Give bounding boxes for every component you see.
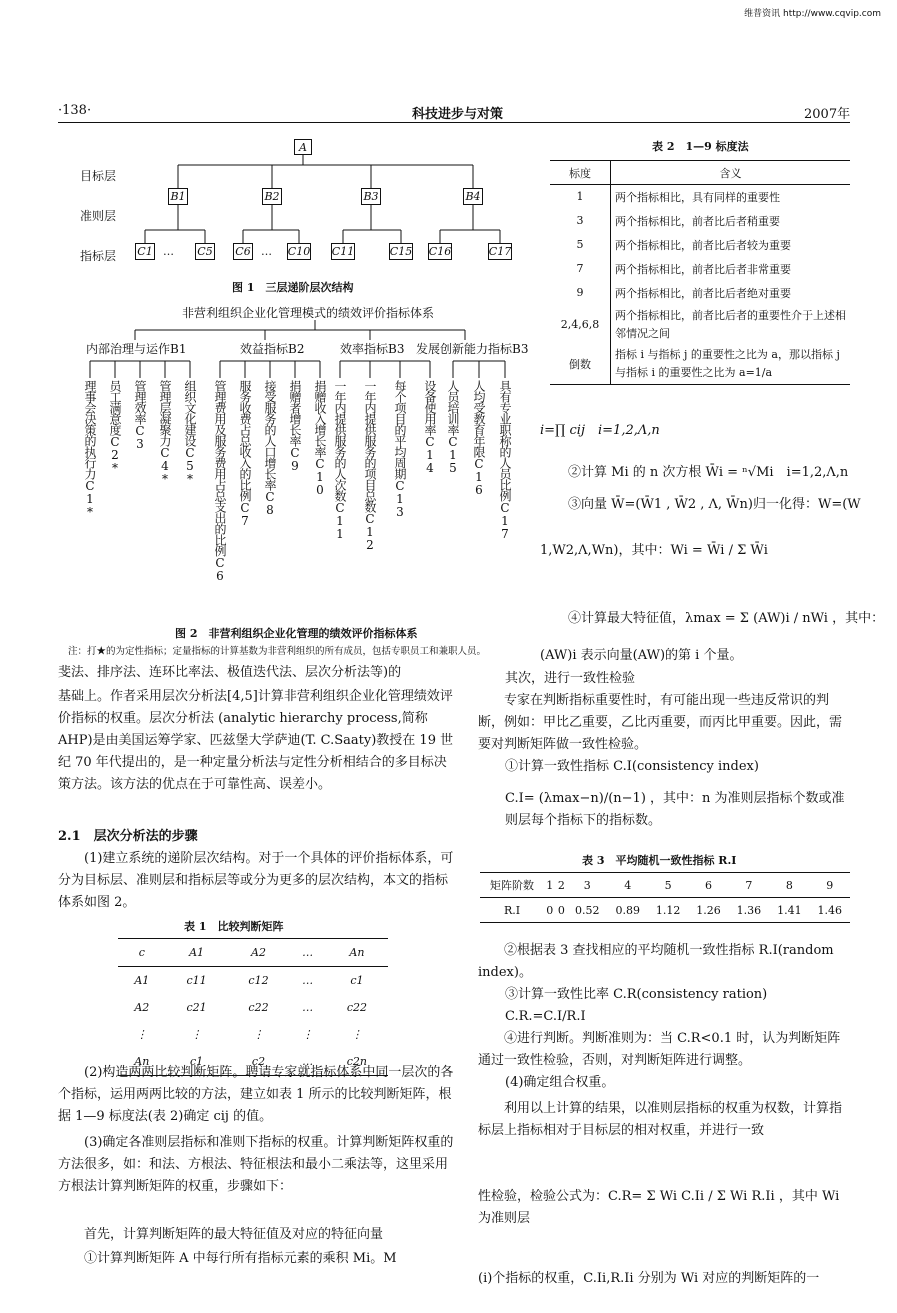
t3-cell: 0.89: [615, 903, 640, 917]
t1-cell: …: [302, 974, 314, 987]
table2-header-meaning: 含义: [719, 166, 742, 180]
t3-cell: 1.26: [696, 903, 721, 917]
t3-cell: 6: [705, 878, 713, 892]
table2-caption: 表 2 1—9 标度法: [652, 140, 749, 153]
node-b2: B2: [262, 188, 282, 205]
node-b3: B3: [361, 188, 381, 205]
t3-cell: 4: [624, 878, 632, 892]
fig2-ind-c17: 具有专业职称的人员比例C17: [498, 380, 512, 540]
t3-cell: R.I: [503, 903, 521, 917]
table2-scale: 倒数: [550, 345, 611, 385]
lc-p4: (2)构造两两比较判断矩阵。聘请专家就指标体系中同一层次的各个指标，运用两两比较的方法，建立如表 1 所示的比较判断矩阵，根据 1—9 标度法(表 2)确定 cij 的值。: [58, 1065, 454, 1124]
table2-meaning: 指标 i 与指标 j 的重要性之比为 a，那以指标 j 与指标 i 的重要性之比为 a=1/a: [615, 348, 840, 380]
table2-meaning: 两个指标相比，前者比后者非常重要: [615, 262, 791, 276]
t1-cell: c2: [251, 1055, 266, 1068]
table2-meaning: 两个指标相比，前者比后者稍重要: [615, 214, 780, 228]
t1-cell: A1: [134, 974, 150, 987]
table2-header-scale: 标度: [550, 161, 611, 185]
t1-cell: ⋮: [191, 1028, 203, 1041]
fig2-ind-c8: 接受服务的人口增长率C8: [263, 380, 277, 516]
fig2-ind-c16: 人均受教育年限C16: [472, 380, 486, 496]
lc-p3: (1)建立系统的递阶层次结构。对于一个具体的评价指标体系，可分为目标层、准则层和指标层等或分为更多的层次结构，本文的指标体系如图 2。: [58, 851, 454, 910]
table2-meaning: 两个指标相比，前者比后者较为重要: [615, 238, 791, 252]
node-c11: C11: [331, 245, 355, 258]
ellipsis-2: …: [261, 245, 272, 258]
fig2-ind-c12: 一年内提供服务的项目总数C12: [363, 380, 377, 551]
t1-cell: c22: [248, 1001, 269, 1014]
rc-p2: 专家在判断指标重要性时，有可能出现一些违反常识的判断，例如：甲比乙重要，乙比丙重要，而丙比甲重要。因此，需要对判断矩阵做一致性检验。: [478, 693, 843, 752]
node-b4: B4: [463, 188, 483, 205]
fig2-ind-c4: 管理层凝聚力C4*: [158, 380, 172, 485]
node-c1: C1: [135, 243, 155, 260]
fig2-ind-c10: 捐赠收入增长率C10: [313, 380, 327, 496]
t1-cell: ⋮: [136, 1028, 148, 1041]
rc-p3: ①计算一致性指标 C.I(consistency index): [505, 759, 759, 774]
fig2-ind-c14: 设备使用率C14: [423, 380, 437, 474]
table-1: [118, 938, 388, 1076]
t1-cell: A1: [189, 946, 205, 959]
table2-scale: 5: [550, 233, 611, 257]
step3b: 1,W2,Λ,Wn)，其中：Wi = W̄i / Σ W̄i: [540, 543, 768, 558]
table2-meaning: 两个指标相比，前者比后者绝对重要: [615, 286, 791, 300]
header-year: 2007年: [804, 107, 851, 122]
lc-p7: ①计算判断矩阵 A 中每行所有指标元素的乘积 Mi。M: [84, 1251, 397, 1266]
t3-cell: 0.52: [575, 903, 600, 917]
lc-p5: (3)确定各准则层指标和准则下指标的权重。计算判断矩阵权重的方法很多，如：和法、方根法、特征根法和最小二乘法等，这里采用方根法计算判断矩阵的权重，步骤如下：: [58, 1135, 454, 1194]
node-c17: C17: [488, 245, 512, 258]
rc-p6: ③计算一致性比率 C.R(consistency ration): [505, 987, 768, 1002]
fig2-ind-c11: 一年内提供服务的人次数C11: [333, 380, 347, 540]
table2-scale: 1: [550, 185, 611, 209]
rc-p11: 性检验，检验公式为：C.R= Σ Wi C.Ii / Σ Wi R.Ii ，其中 Wi 为准则层: [478, 1189, 840, 1226]
t1-cell: c2n: [346, 1055, 368, 1068]
t1-cell: …: [302, 1055, 314, 1068]
node-c16: C16: [428, 245, 452, 258]
fig2-ind-c9: 捐赠者增长率C9: [288, 380, 302, 472]
t3-cell: 1.12: [655, 903, 681, 917]
fig2-ind-c3: 管理效率C3: [133, 380, 147, 450]
table2-scale: 7: [550, 257, 611, 281]
rc-p5: ②根据表 3 查找相应的平均随机一致性指标 R.I(random index)。: [478, 943, 834, 980]
fig2-branch-lines: [75, 356, 545, 381]
header-rule: [58, 122, 850, 123]
t3-cell: 5: [664, 878, 672, 892]
step4b: (AW)i 表示向量(AW)的第 i 个量。: [540, 648, 743, 663]
t1-cell: c: [138, 946, 145, 959]
fig2-ind-c7: 服务收费占总收入的比例C7: [238, 380, 252, 527]
t3-cell: 0: [557, 903, 565, 917]
t1-cell: …: [302, 1001, 314, 1014]
fig2-title: 非营利组织企业化管理模式的绩效评价指标体系: [182, 306, 435, 320]
fig2-criteria-b3: 效率指标B3: [340, 342, 405, 356]
node-b1: B1: [168, 188, 188, 205]
t1-cell: ⋮: [253, 1028, 264, 1041]
table2-meaning: 两个指标相比，具有同样的重要性: [615, 190, 780, 204]
fig2-ind-c2: 员工满意度C2*: [108, 380, 122, 474]
watermark: 维普资讯 http://www.cqvip.com: [744, 9, 881, 19]
rc-p9: (4)确定组合权重。: [505, 1075, 615, 1090]
section-heading-2-1: 2.1 层次分析法的步骤: [58, 829, 198, 844]
t3-cell: 8: [785, 878, 793, 892]
lc-p1: 斐法、排序法、连环比率法、极值迭代法、层次分析法等)的: [58, 665, 402, 680]
journal-title: 科技进步与对策: [412, 107, 504, 122]
t3-cell: 3: [583, 878, 591, 892]
t1-cell: A2: [251, 946, 266, 959]
t3-cell: 1.46: [817, 903, 843, 917]
step3a: ③向量 W̄=(W̄1 , W̄2 , Λ, W̄n)归一化得：W=(W: [568, 497, 861, 512]
rc-p12: (i)个指标的权重，C.Ii,R.Ii 分别为 Wi 对应的判断矩阵的一: [478, 1271, 820, 1286]
table2-meaning: 两个指标相比，前者比后者的重要性介于上述相邻情况之间: [615, 308, 846, 340]
fig2-criteria-b2: 效益指标B2: [240, 342, 305, 356]
step2: ②计算 Mi 的 n 次方根 W̄i = ⁿ√Mi i=1,2,Λ,n: [568, 465, 849, 480]
t1-cell: ⋮: [351, 1028, 363, 1041]
table2-scale: 2,4,6,8: [550, 305, 611, 345]
t1-cell: A2: [134, 1001, 150, 1014]
t3-cell: 9: [826, 878, 834, 892]
t1-cell: c21: [186, 1001, 207, 1014]
step4: ④计算最大特征值，λmax = Σ (AW)i / nWi ，其中：: [568, 611, 885, 626]
table2-scale: 9: [550, 281, 611, 305]
t3-cell: 2: [557, 878, 565, 892]
t3-cell: 矩阵阶数: [490, 879, 534, 892]
lc-p2: 基础上。作者采用层次分析法[4,5]计算非营利组织企业化管理绩效评价指标的权重。层次分析法 (analytic hierarchy process,简称 AHP)是由美国运筹学家、匹兹堡大学萨迪(T. C.Saaty)教授在 19 世纪 70 年代提出的，是一种定量分析法与定性分析相结合的多目标决策方法。该方法的优点在于可靠性高、误差小。: [58, 689, 454, 792]
table3-caption: 表 3 平均随机一致性指标 R.I: [582, 854, 737, 867]
t1-cell: An: [349, 946, 365, 959]
fig2-ind-c15: 人员培训率C15: [446, 380, 460, 474]
node-c10: C10: [287, 245, 311, 258]
label-goal-layer: 目标层: [80, 169, 117, 183]
t3-cell: 1: [546, 878, 554, 892]
figure-1: [75, 135, 525, 295]
t1-cell: …: [302, 946, 314, 959]
rc-p8: ④进行判断。判断准则为：当 C.R<0.1 时，认为判断矩阵通过一致性检验，否则，对判断矩阵进行调整。: [478, 1031, 841, 1068]
fig2-criteria-b1: 内部治理与运作B1: [86, 342, 187, 356]
t1-cell: c1: [350, 974, 364, 987]
lc-p6: 首先，计算判断矩阵的最大特征值及对应的特征向量: [84, 1227, 384, 1242]
t1-cell: An: [134, 1055, 150, 1068]
label-indicator-layer: 指标层: [80, 249, 117, 263]
t3-cell: 1.41: [777, 903, 802, 917]
table1-caption: 表 1 比较判断矩阵: [184, 920, 284, 933]
node-a: A: [294, 139, 312, 155]
table-2: [550, 160, 850, 385]
t3-cell: 7: [745, 878, 753, 892]
node-c6: C6: [233, 243, 253, 260]
t3-cell: 1.36: [736, 903, 762, 917]
fig2-ind-c1: 理事会决策的执行力C1*: [83, 380, 97, 518]
formula-m: i=∏ cij i=1,2,Λ,n: [540, 423, 660, 438]
rc-p1: 其次，进行一致性检验: [505, 671, 636, 686]
fig2-ind-c13: 每个项目的平均周期C13: [393, 380, 407, 518]
ellipsis-1: …: [163, 245, 174, 258]
fig2-caption: 图 2 非营利组织企业化管理的绩效评价指标体系: [175, 627, 418, 640]
fig1-lines: [75, 135, 525, 295]
node-c15: C15: [389, 245, 413, 258]
table-3: [480, 872, 850, 923]
t3-cell: 0: [546, 903, 554, 917]
fig2-criteria-b4: 发展创新能力指标B3: [416, 342, 529, 356]
node-c5: C5: [195, 243, 215, 260]
t1-cell: c12: [248, 974, 269, 987]
fig2-ind-c6: 管理费用及服务费用占总支出的比例C6: [213, 380, 227, 582]
table2-scale: 3: [550, 209, 611, 233]
t1-cell: ⋮: [302, 1028, 314, 1041]
rc-p4: C.I= (λmax−n)/(n−1) ，其中：n 为准则层指标个数或准则层每个指标下的指标数。: [505, 791, 845, 828]
t1-cell: c1: [189, 1055, 204, 1068]
fig2-note: 注：打★的为定性指标；定量指标的计算基数为非营利组织的所有成员，包括专职员工和兼职人员。: [68, 646, 487, 657]
page-number: ·138·: [58, 103, 92, 118]
fig1-caption: 图 1 三层递阶层次结构: [232, 281, 354, 294]
rc-p10: 利用以上计算的结果，以准则层指标的权重为权数，计算指标层上指标相对于目标层的相对权重，并进行一致: [478, 1101, 843, 1138]
fig2-ind-c5: 组织文化建设C5*: [183, 380, 197, 485]
rc-p7: C.R.=C.I/R.I: [505, 1009, 586, 1024]
t1-cell: c11: [186, 974, 207, 987]
t1-cell: c22: [346, 1001, 367, 1014]
label-criteria-layer: 准则层: [80, 209, 117, 223]
